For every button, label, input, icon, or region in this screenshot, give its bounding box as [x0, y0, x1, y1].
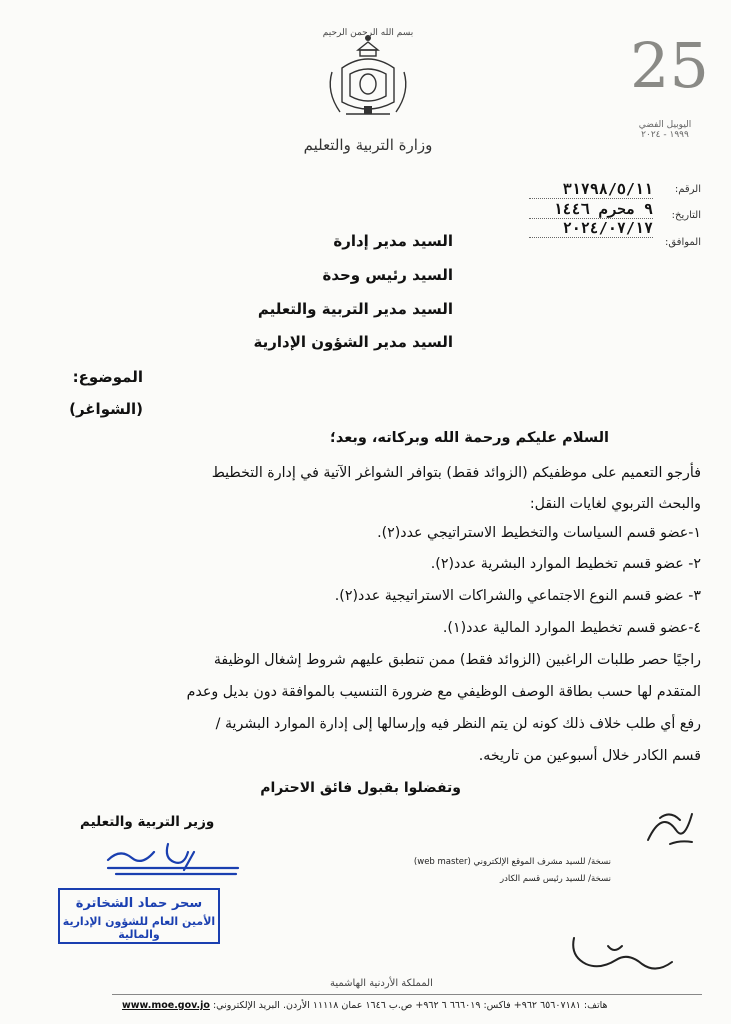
body-line: راجيًا حصر طلبات الراغبين (الزوائد فقط) ممن تنطبق عليهم شروط إشغال الوظيفة — [213, 652, 701, 668]
body-line: قسم الكادر خلال أسبوعين من تاريخه. — [478, 748, 701, 764]
footer-website-link[interactable]: www.moe.gov.jo — [122, 1000, 210, 1011]
basmala-text: بسم الله الرحمن الرحيم — [322, 28, 414, 38]
footer-kingdom: المملكة الأردنية الهاشمية — [330, 978, 433, 989]
signatory-title: وزير التربية والتعليم — [80, 814, 215, 830]
date-label: التاريخ: — [671, 210, 701, 221]
stamp-title: الأمين العام للشؤون الإدارية والمالية — [62, 915, 216, 941]
silver-jubilee-logo — [630, 29, 709, 168]
ministry-name: وزارة التربية والتعليم — [303, 136, 433, 154]
closing: وتفضلوا بقبول فائق الاحترام — [260, 780, 461, 796]
footer-contact-text: هاتف: ٦٥٦٠٧١٨١ ٩٦٢+ فاكس: ٦٦٦٠١٩ ٦ ٩٦٢+ ص.ب ١٦٤٦ عمان ١١١١٨ الأردن. البريد الإلكتروني: — [212, 1000, 608, 1011]
addressee-line: السيد مدير الشؤون الإدارية — [253, 333, 453, 351]
body-line: المتقدم لها حسب بطاقة الوصف الوظيفي مع ضرورة التنسيب بالموافقة دون بديل وعدم — [186, 684, 701, 700]
handwritten-mark — [568, 932, 678, 972]
addressee-line: السيد رئيس وحدة — [322, 266, 453, 284]
jubilee-years: ١٩٩٩ - ٢٠٢٤ — [641, 130, 689, 140]
coat-of-arms-icon — [322, 28, 414, 128]
subject-label: الموضوع: — [72, 368, 143, 386]
addressee-line: السيد مدير التربية والتعليم — [257, 300, 453, 318]
copy-line: نسخة/ للسيد رئيس قسم الكادر — [500, 874, 611, 884]
body-line: رفع أي طلب خلاف ذلك كونه لن يتم النظر فيه وإرسالها إلى إدارة الموارد البشرية / — [215, 716, 701, 732]
hijri-date: ٩ محرم ١٤٤٦ — [529, 200, 653, 219]
jubilee-caption: اليوبيل الفضي — [638, 120, 692, 130]
vacancy-item: ١-عضو قسم السياسات والتخطيط الاستراتيجي عدد(٢). — [377, 525, 701, 541]
greeting: السلام عليكم ورحمة الله وبركاته، وبعد؛ — [330, 430, 609, 446]
copy-line: نسخة/ للسيد مشرف الموقع الإلكتروني (web master) — [413, 857, 611, 867]
vacancy-item: ٣- عضو قسم النوع الاجتماعي والشراكات الاستراتيجية عدد(٢). — [334, 588, 701, 604]
jubilee-number: 25 — [630, 29, 709, 102]
vacancy-item: ٢- عضو قسم تخطيط الموارد البشرية عدد(٢). — [430, 556, 701, 572]
corresponding-label: الموافق: — [664, 237, 701, 248]
footer-divider — [112, 994, 702, 995]
reference-number-label: الرقم: — [674, 184, 701, 195]
vacancy-item: ٤-عضو قسم تخطيط الموارد المالية عدد(١). — [442, 620, 701, 636]
body-line: فأرجو التعميم على موظفيكم (الزوائد فقط) بتوافر الشواغر الآتية في إدارة التخطيط — [211, 465, 701, 481]
ministry-emblem — [303, 28, 433, 168]
handwritten-initial — [640, 800, 700, 850]
body-line: والبحث التربوي لغايات النقل: — [529, 496, 701, 512]
addressee-line: السيد مدير إدارة — [333, 232, 453, 250]
gregorian-date: ٢٠٢٤/٠٧/١٧ — [529, 219, 653, 238]
official-stamp — [58, 888, 220, 944]
signature-scribble — [98, 830, 248, 880]
reference-number-value: ٣١٧٩٨/٥/١١ — [529, 180, 653, 199]
footer-contact — [122, 1000, 608, 1011]
stamp-name: سحر حماد الشخاترة — [75, 896, 203, 911]
subject-value: (الشواغر) — [69, 400, 143, 418]
